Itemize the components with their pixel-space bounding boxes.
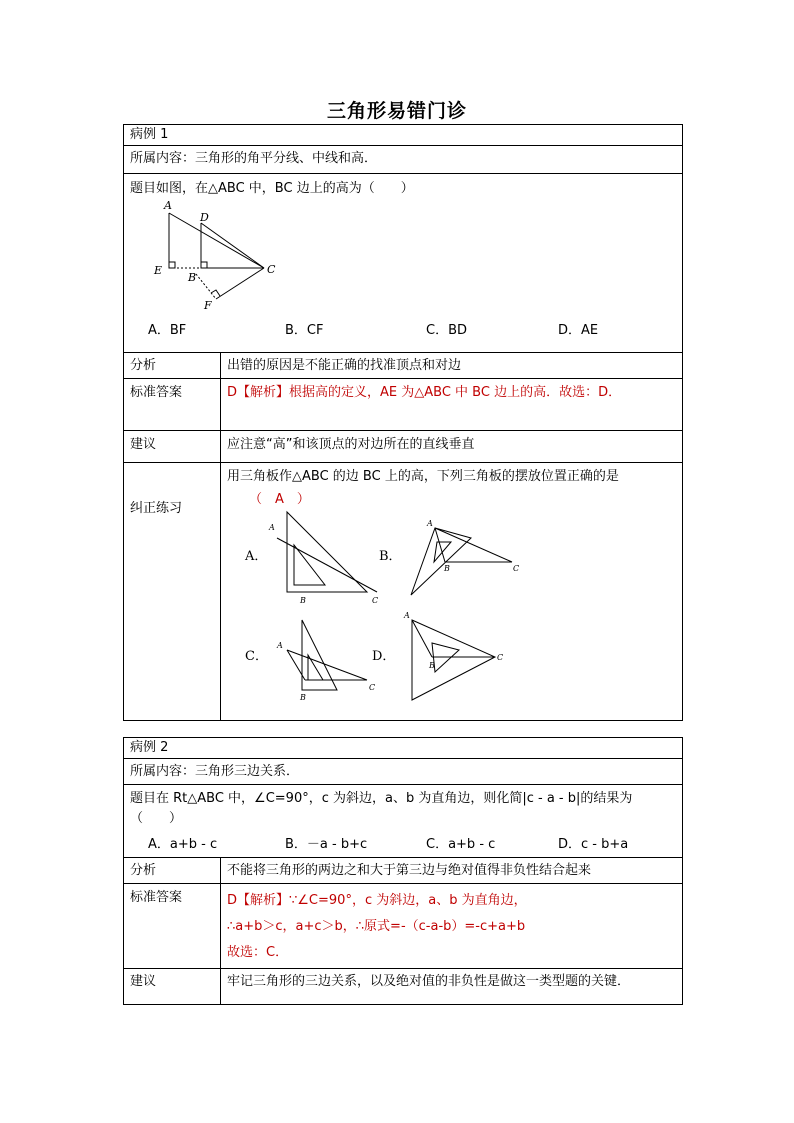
- case2-option-c: C．a+b - c: [426, 837, 496, 852]
- case1-advice-label: 建议: [124, 431, 221, 463]
- case2-question: 题目在 Rt△ABC 中，∠C=90°，c 为斜边，a、b 为直角边，则化简|c - a - b|的结果为（ ）: [130, 791, 633, 826]
- case2-question-cell: [124, 785, 683, 858]
- case1-options: [148, 321, 676, 341]
- page-title: 三角形易错门诊: [326, 100, 467, 122]
- case2-advice-label: 建议: [124, 969, 221, 1005]
- fig-label-D: D: [200, 211, 209, 224]
- case1-advice: 应注意“高”和该顶点的对边所在的直线垂直: [221, 431, 683, 463]
- case2-answer-line-2: ∴a+b＞c，a+c＞b，∴原式=-（c-a-b）=-c+a+b: [227, 919, 526, 934]
- case1-answer-label: 标准答案: [124, 379, 221, 431]
- case1-practice-question: 用三角板作△ABC 的边 BC 上的高，下列三角板的摆放位置正确的是: [227, 469, 619, 484]
- case1-practice-label: 纠正练习: [124, 463, 221, 721]
- fig-label-C: C: [267, 263, 276, 276]
- case1-option-c: C．BD: [426, 323, 468, 338]
- case2-option-d: D．c - b+a: [558, 837, 629, 852]
- case2-option-a: A．a+b - c: [148, 837, 218, 852]
- fig-label-A: A: [164, 199, 172, 212]
- case1-header: 病例 1: [124, 125, 683, 146]
- case2-answer-line-3: 故选：C．: [227, 945, 289, 960]
- case2-answer-cell: [221, 884, 683, 969]
- case1-option-a: A．BF: [148, 323, 187, 338]
- practice-choice-d: D．: [372, 649, 396, 664]
- pfig-a-label-A: A: [269, 523, 275, 532]
- fig-label-B: B: [188, 271, 197, 284]
- case1-option-b: B．CF: [285, 323, 324, 338]
- case1-figure: [148, 199, 308, 319]
- practice-choice-a: A．: [245, 549, 268, 564]
- case2-answer-line-1: D【解析】∵∠C=90°，c 为斜边，a、b 为直角边，: [227, 893, 527, 908]
- case2-content: 所属内容：三角形三边关系．: [124, 759, 683, 785]
- pfig-c-label-A: A: [277, 641, 283, 650]
- fig-label-F: F: [204, 299, 212, 312]
- case2-option-b: B．－a - b+c: [285, 837, 368, 852]
- pfig-d-label-B: B: [429, 661, 435, 670]
- case1-analysis-label: 分析: [124, 353, 221, 379]
- case2-advice: 牢记三角形的三边关系，以及绝对值的非负性是做这一类型题的关键．: [221, 969, 683, 1005]
- case1-question-cell: [124, 174, 683, 353]
- case1-analysis: 出错的原因是不能正确的找准顶点和对边: [221, 353, 683, 379]
- pfig-b-label-A: A: [427, 519, 433, 528]
- pfig-c-label-B: B: [300, 693, 306, 702]
- fig-label-E: E: [154, 264, 163, 277]
- case1-practice-figures: [227, 510, 675, 710]
- case1-content: 所属内容：三角形的角平分线、中线和高．: [124, 146, 683, 174]
- case1-answer: D【解析】根据高的定义，AE 为△ABC 中 BC 边上的高．故选：D．: [221, 379, 683, 431]
- pfig-a-label-C: C: [372, 596, 379, 605]
- case2-analysis: 不能将三角形的两边之和大于第三边与绝对值得非负性结合起来: [221, 858, 683, 884]
- case2-answer-label: 标准答案: [124, 884, 221, 969]
- practice-choice-c: C．: [245, 649, 268, 664]
- case2-options: [148, 835, 676, 855]
- case1-table: [123, 124, 683, 721]
- case2-analysis-label: 分析: [124, 858, 221, 884]
- pfig-b-label-B: B: [444, 564, 450, 573]
- case2-header: 病例 2: [124, 738, 683, 759]
- pfig-a-label-B: B: [300, 596, 306, 605]
- pfig-b-label-C: C: [513, 564, 520, 573]
- pfig-c-label-C: C: [369, 683, 376, 692]
- practice-choice-b: B．: [379, 549, 402, 564]
- case1-practice-cell: [221, 463, 683, 721]
- case1-option-d: D．AE: [558, 323, 599, 338]
- case1-practice-answer: （ A ）: [249, 492, 310, 507]
- case2-table: [123, 737, 683, 1005]
- pfig-d-label-A: A: [404, 611, 410, 620]
- case1-question: 题目如图，在△ABC 中，BC 边上的高为（ ）: [130, 181, 414, 196]
- pfig-d-label-C: C: [497, 653, 504, 662]
